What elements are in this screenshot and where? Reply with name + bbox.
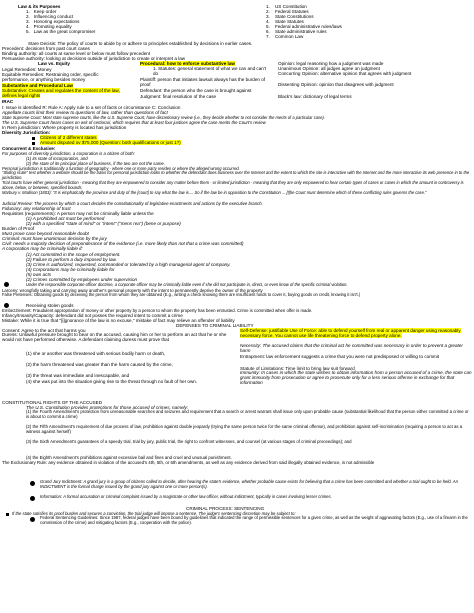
bullet [30, 517, 35, 522]
reasonable-doubt: Must prove case beyond reasonable doubt [2, 231, 89, 236]
bullet [6, 513, 9, 516]
corp-liable-5: (5) own acts [26, 272, 52, 277]
bullet [4, 282, 9, 287]
duress-1: (1) she or another was threatened with serious bodily harm or death, [26, 351, 166, 356]
source-3: 3. State Constitutions [266, 14, 314, 19]
fiduciary: Fiduciary: any relationship of trust [2, 206, 71, 211]
requisite-2: (2) with a specified "state of mind" or "intent" ("mens rea") (bene or purpose) [26, 221, 181, 226]
civil-preponderance: Civil: needs a majority decision of preponderance of the evidence (i.e. more likely than not that a crime was committed) [2, 241, 244, 246]
defenses-heading: DEFENSES TO CRIMINAL LIABILITY [176, 323, 254, 328]
sliding-scale: "Sliding scale" test whether a website should be the basis for personal jurisdiction looks to whether the defendant does business over the Internet and the extent to which the site is interactive with the Internet and the more interactive its web presence in to the jurisdiction. [2, 170, 470, 180]
source-1: 1. US Constitution [266, 4, 307, 9]
binding-authority: Binding authority: all courts at same level or below must follow precedent [2, 51, 151, 56]
statutes: 1. Statutes: general statement of what we can and can't do [153, 66, 266, 77]
substantive-procedural-heading: Substantive and Procedural Law [2, 83, 73, 88]
bullet [30, 481, 35, 486]
persuasive-authority: Persuasive authority: looking at decisions outside of jurisdiction to create or interpret a law [2, 56, 186, 61]
bullet [30, 496, 35, 501]
marbury: Marbury v. Madison (1803): "It is emphatically the province and duty of the [court] to say what the law is.... So if the law be in opposition to the Constitution ... [t]he Court must determine which of these conflicting rules governs the case." [2, 190, 427, 195]
information: Information: A formal accusation or criminal complaint issued by a magistrate or other law officer, without indictment, typically in cases involving lesser crimes. [40, 494, 332, 499]
purpose-2: 2. Influencing conduct [26, 14, 74, 19]
corp-citizen-2: (2) the state of its principal place of business, if the two are not the same. [26, 161, 166, 166]
in-rem: In Rem jurisdiction: Where property is located has jurisdiction [2, 125, 127, 130]
source-5: 5. Federal administrative rules/laws [266, 24, 342, 29]
duress-2: (2) the harm threatened was greater than the harm caused by the crime, [26, 362, 173, 367]
sentencing-intro: If the state satisfies its proof burden and secures a conviction, the trial judge will impose a sentence. The judge's sentencing discretion may be subject to: [12, 511, 296, 516]
duress: Duress: Unlawful pressure brought to bear on the accused, causing him or her to perform an act that he or she would not have performed otherwise. A defendant claiming duress must prove that [2, 332, 227, 342]
diversity-bullet-2: Amount disputed ov $75,000 (Question: both qualifications or just 1?) [40, 140, 181, 145]
judicial-review: Judicial Review: The process by which a court decides the constitutionality of legislative enactments and actions by the executive branch. [2, 201, 263, 206]
irac-line: I: Issue is identified R: Rule A: Apply rule to a set of facts or circumstance C: Conclusion [2, 105, 181, 110]
self-defense: Self-Defense: justifiable Use of Force: able to defend yourself from real or apparent danger using reasonably necessary force. You cannot use life threatening force to defend property alone. [240, 328, 461, 338]
concurring-opinion: Concurring Opinion: alternative opinion that agrees with judgment [278, 71, 412, 76]
constitutional-rights-heading: CONSTITUTIONAL RIGHTS OF THE ACCUSED [2, 400, 103, 405]
stare-decisis: Stare Decisis: The policy of courts to abide by or adhere to principles established by decisions in earlier cases. [28, 41, 253, 46]
responsible-officer: Under the responsible corporate officer doctrine, a corporate officer may be criminally liable even if she did not participate in, direct, or even know of the specific criminal violation. [26, 282, 348, 287]
corp-liable-6: (2) Crimes committed by employees under supervision [26, 277, 138, 282]
concurrent-exclusive: Concurrent & Exclusive: [2, 146, 56, 151]
unanimous-opinion: Unanimous Opinion: all judges agree on judgment [278, 66, 380, 71]
mistake: Mistake: While it is true that "[i]gnorance of the law is no excuse," mistake of fact may relieve an offender of liability [2, 318, 235, 323]
infancy-insanity: Infancy/Insanity/Capacity: defendant did not posses the required intent to commit a crime [2, 313, 183, 318]
law-vs-equity-heading: Law vs. Equity [38, 61, 70, 66]
diversity-heading: Diversity Jurisdiction: [2, 130, 51, 135]
larceny: Larceny: wrongfully taking and carrying away another's personal property with the intent to permanently deprive the owner of the property [2, 288, 263, 293]
diversity-bullet-1: Citizens of 2 different states [40, 135, 97, 140]
purpose-1: 1. Keep order [26, 9, 57, 14]
exclusionary-rule: The Exclusionary Rule: any evidence obtained in violation of the accused's 4th, 5th, or 6th amendments, as well as any evidence derived from said illegally obtained evidence, is not admissible [2, 460, 375, 465]
criminal-unanimous: Criminal: must have unanimous decision by the jury [2, 236, 107, 241]
doc-title: Law & its Purposes [18, 4, 61, 9]
purpose-5: 5. Law as the great compromiser [26, 29, 96, 34]
corp-citizen: For purposes of diversity jurisdiction, a corporation is a citizen of both: [2, 151, 135, 156]
trial-courts: Trial courts have either general jurisdiction - meaning that they are empowered to consider any matter before them - or limited jurisdiction - meaning that they are only empowered to hear certain types of cases or cases in which the amount in controversy is above, below, or between, specified bounds. [2, 180, 464, 190]
fifth-amendment: (2) the Fifth Amendment's requirement of due process of law, prohibition against double jeopardy (trying the same person twice for the same criminal offense), and prohibition against self-incrimination (requiring a person to act as a witness against herself) [26, 424, 463, 434]
state-supreme-court: State Supreme Court: Most state supreme courts, like the U.S. Supreme Court, have discretionary review (i.e., they decide whether to not consider the merits of a particular case). [2, 115, 325, 120]
requisite-1: (1) A prohibited act must be performed [26, 216, 105, 221]
plaintiff: Plaintiff: person that initiates lawsuit always has the burden of proof [140, 77, 266, 88]
purpose-4: 4. Promoting equality [26, 24, 72, 29]
duress-4: (4) she was put into the situation giving rise to the threat through no fault of her own. [26, 379, 198, 384]
entrapment: Entrapment: law enforcement suggests a crime that you were not predisposed or willing to commit [240, 354, 440, 359]
opinion: Opinion: legal reasoning how a judgment was made [278, 61, 384, 66]
corp-liable-4: (4) Corporations may be criminally liable for [26, 267, 115, 272]
federal-sentencing-guidelines: Federal Sentencing Guidelines: Since 1987, federal judges have been bound by guidelines that indicated the range of permissible sentences for a given crime, as well as the weight of aggravating factors (E.g., use of a firearm in the commission of the crime) and mitigating factors (E.g., cooperation with the police). [40, 515, 468, 525]
blacks-law: Black's law: dictionary of legal terms [278, 94, 352, 99]
receiving-stolen-goods: Receiving stolen goods [26, 303, 74, 308]
personal-jurisdiction: Personal jurisdiction is traditionally a function of geography - where one or more party resides or where the alleged wrong occurred. [2, 166, 240, 171]
fourth-amendment: (1) the Fourth Amendment's protection from unreasonable searches and seizures and requirement that a search or arrest warrant shall issue only upon probable cause (substantial likelihood that the person either committed a crime or is about to commit a crime) [26, 409, 469, 419]
duress-3: (3) the threat was immediate and inescapable, and [26, 373, 130, 378]
constitution-protections: The U.S. Constitution provides protections for those accused of crimes, namely: [26, 405, 189, 410]
false-pretenses: False Pretenses: Obtaining goods by deceiving the person from whom they are obtained (E.g., writing a check knowing there are insufficient funds to cover it, buying goods on credit, knowing it isn't.) [2, 292, 361, 297]
substantive-definition: Substantive: Creates and regulates the content of the law, defines legal rights [2, 88, 120, 99]
necessity: Necessity: The accused claims that the criminal act he committed was necessary in order to prevent a greater harm [240, 343, 463, 353]
eighth-amendment: (4) the Eighth Amendment's prohibitions against excessive bail and fines and cruel and unusual punishment. [26, 455, 232, 460]
source-2: 2. Federal Statutes [266, 9, 309, 14]
procedural-heading: Procedural: how to enforce substantive law [140, 61, 235, 66]
sentencing-heading: CRIMINAL PROCESS: SENTENCING [186, 506, 265, 511]
embezzlement: Embezzlement: Fraudulent appropriation of money or other property by a person to whom the property has been entrusted. Crime is committed when offer is made. [2, 308, 313, 313]
source-4: 4. State Statutes [266, 19, 304, 24]
purpose-3: 3. Honoring expectations [26, 19, 80, 24]
dissenting-opinion: Dissenting Opinion: opinion that disagrees with judgment [278, 82, 394, 87]
bullet [32, 142, 35, 145]
us-supreme-court: The U.S. Supreme Court hears cases on writ of certiorari, which requires that at least four justices agree the case merits the Court's review [2, 120, 266, 125]
sixth-amendment: (3) the Sixth Amendment's guarantees of a speedy trial, trial by jury, public trial, the right to confront witnesses, and counsel (at various stages of criminal proceedings); and [26, 439, 352, 444]
defendant: Defendant: the person who the case is brought against [140, 88, 252, 93]
requisites: Requisites (requirements): A person may not be criminally liable unless the [2, 211, 154, 216]
legal-remedies: Legal Remedies: Money [2, 67, 52, 72]
judgment: Judgment: final resolution of the case [140, 94, 217, 99]
statute-of-limitations: Statute of Limitations: Time limit to bring law suit forward [240, 366, 355, 371]
appellate-courts: Appellate courts limit their review to questions of law, rather than questions of fact [2, 110, 168, 115]
source-7: 7. Common Law [266, 34, 304, 39]
consent: Consent: Agree to the act that harms you [2, 328, 86, 333]
equitable-remedies: Equitable Remedies: Restraining order, specific performance, or anything besides money [2, 72, 99, 83]
immunity: Immunity: In cases in which the state wishes to obtain information from a person accused of a crime, the state can grant immunity from prosecution or agree to prosecute only for a less serious offense in exchange for that information [240, 370, 472, 385]
corp-liable: A corporation may be criminally liable if: [2, 246, 83, 251]
corp-citizen-1: (1) its state of incorporation, and [26, 156, 88, 161]
source-6: 6. State administrative rules [266, 29, 327, 34]
corp-liable-2: (2) Failure to perform a duty imposed by law. [26, 257, 117, 262]
corp-liable-3: (3) Crime is authorized, requested, commanded or tolerated by a high managerial agent of company. [26, 262, 231, 267]
corp-liable-1: (1) Act committed in the scope of employment. [26, 252, 121, 257]
irac-heading: IRAC [2, 99, 14, 104]
precedent: Precedent: decisions from past court cases [2, 46, 90, 51]
burden-of-proof: Burden of Proof [2, 226, 35, 231]
grand-jury: Grand Jury Indictment: A grand jury is a group of citizens called to decide, after hearing the state's evidence, whether probable cause exists for believing that a crime has been committed and whether a trial ought to be held. An INDICTMENT is the formal charge issued by the grand jury against one or more person(s). [40, 479, 458, 489]
bullet [32, 137, 35, 140]
